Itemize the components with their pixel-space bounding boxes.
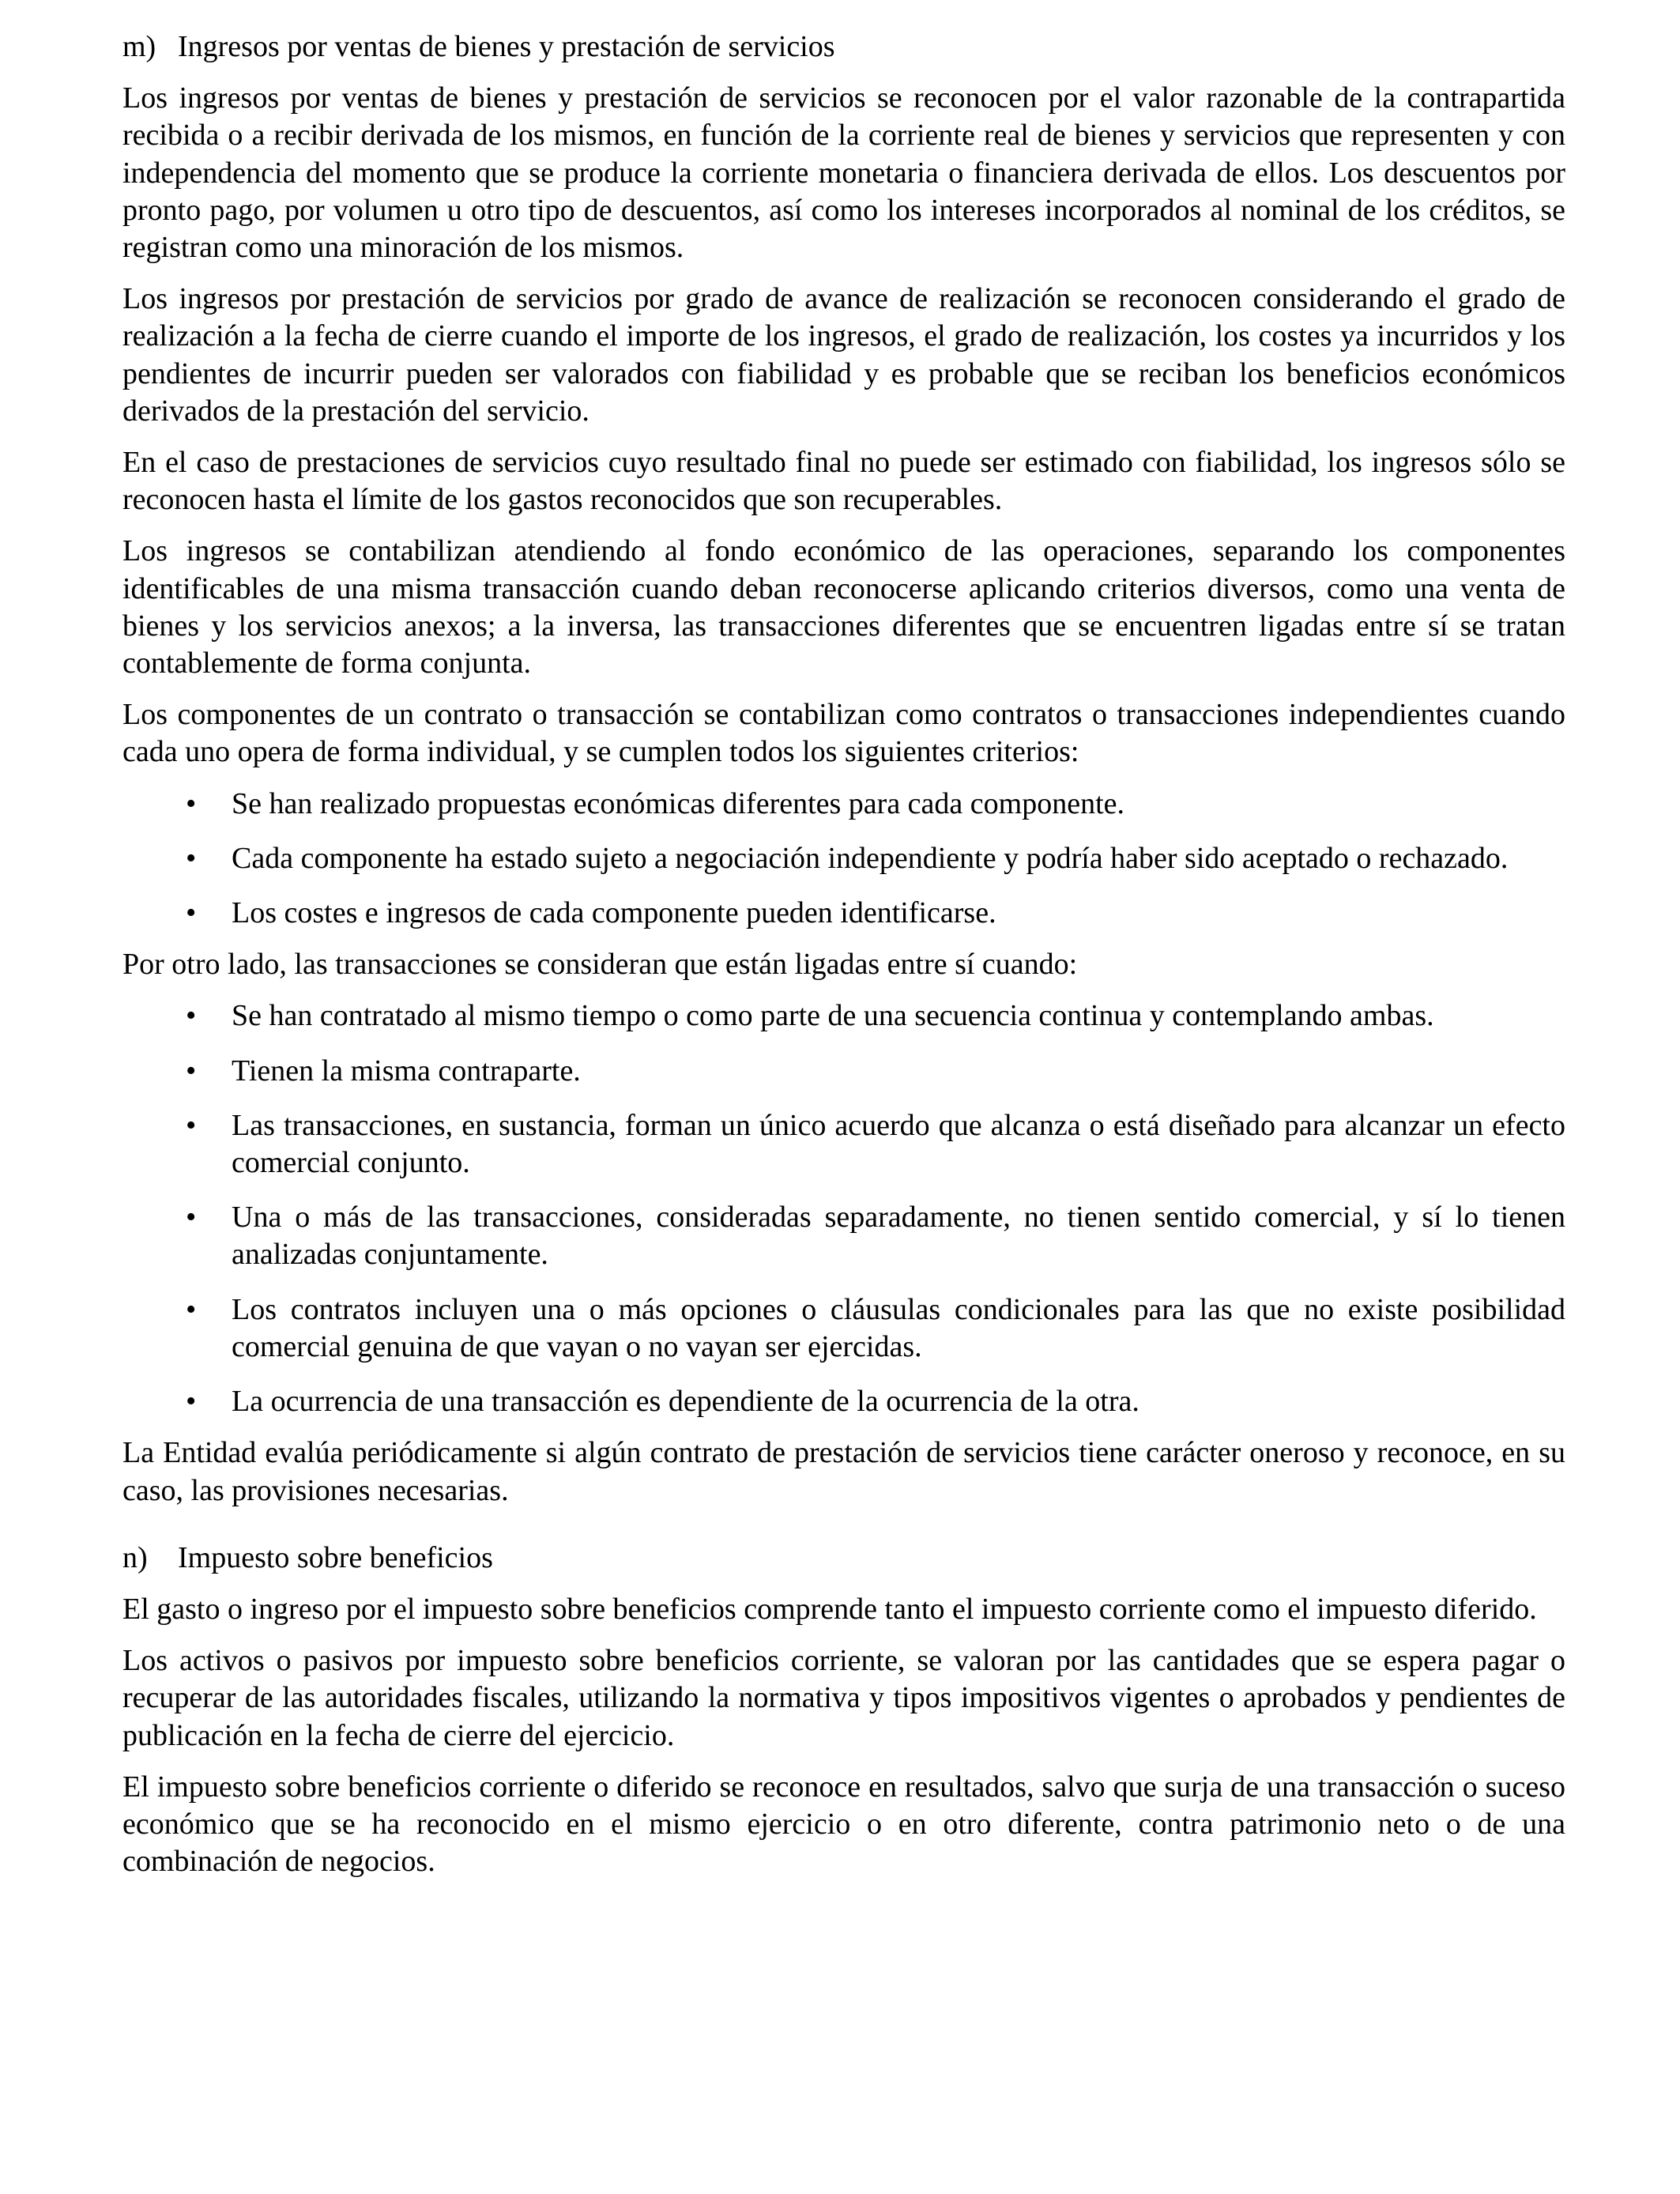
section-n-letter: n) xyxy=(122,1540,148,1574)
section-spacer xyxy=(122,1524,1565,1540)
list-item xyxy=(122,840,1565,877)
list-item xyxy=(122,1199,1565,1273)
section-n-paragraph-3: El impuesto sobre beneficios corriente o diferido se reconoce en resultados, salvo que surja de una transacción o suceso económico que se ha reconocido en el mismo ejercicio o en otro diferente, contra patrimonio neto o de una combinación de negocios. xyxy=(122,1770,1565,1879)
list-item xyxy=(122,1291,1565,1366)
bullet-icon: • xyxy=(186,1385,197,1419)
bullet-icon: • xyxy=(186,786,197,820)
section-m-paragraph-4: Los ingresos se contabilizan atendiendo al fondo económico de las operaciones, separando los componentes identificables de una misma transacción cuando deban reconocerse aplicando criterios diversos, como una venta de bienes y los servicios anexos; a la inversa, las transacciones diferentes que se encuentren ligadas entre sí se tratan contablemente de forma conjunta. xyxy=(122,534,1565,680)
list-item-text: Tienen la misma contraparte. xyxy=(232,1054,581,1088)
list-item-text: Las transacciones, en sustancia, forman un único acuerdo que alcanza o está diseñado para alcanzar un efecto comercial conjunto. xyxy=(232,1108,1565,1180)
section-m-heading xyxy=(122,28,1565,66)
section-m-closing-paragraph: La Entidad evalúa periódicamente si algún contrato de prestación de servicios tiene carácter oneroso y reconoce, en su caso, las provisiones necesarias. xyxy=(122,1436,1565,1507)
section-n-title: Impuesto sobre beneficios xyxy=(178,1540,493,1574)
list-item-text: Se han realizado propuestas económicas diferentes para cada componente. xyxy=(232,786,1124,820)
list-item xyxy=(122,1383,1565,1420)
document-page xyxy=(122,28,1565,1894)
bullet-icon: • xyxy=(186,1054,197,1088)
section-n-paragraph-1: El gasto o ingreso por el impuesto sobre beneficios comprende tanto el impuesto corriente como el impuesto diferido. xyxy=(122,1592,1537,1626)
bullet-icon: • xyxy=(186,999,197,1033)
bullet-icon: • xyxy=(186,1108,197,1142)
section-n-heading xyxy=(122,1540,1565,1577)
section-n-paragraph-2: Los activos o pasivos por impuesto sobre beneficios corriente, se valoran por las cantidades que se espera pagar o recuperar de las autoridades fiscales, utilizando la normativa y tipos impositivos vigentes o aprobados y pendientes de publicación en la fecha de cierre del ejercicio. xyxy=(122,1644,1565,1752)
section-m-paragraph-3: En el caso de prestaciones de servicios cuyo resultado final no puede ser estimado con fiabilidad, los ingresos sólo se reconocen hasta el límite de los gastos reconocidos que son recuperables. xyxy=(122,446,1565,517)
list-item xyxy=(122,1107,1565,1182)
list-item-text: La ocurrencia de una transacción es dependiente de la ocurrencia de la otra. xyxy=(232,1385,1139,1419)
bullet-icon: • xyxy=(186,1292,197,1326)
list-item xyxy=(122,997,1565,1035)
linked-bullet-list xyxy=(122,997,1565,1420)
bullet-icon: • xyxy=(186,1201,197,1235)
list-item-text: Cada componente ha estado sujeto a negociación independiente y podría haber sido aceptado o rechazado. xyxy=(232,841,1509,875)
list-item xyxy=(122,1053,1565,1090)
criteria-bullet-list xyxy=(122,786,1565,933)
section-m-letter: m) xyxy=(122,30,156,63)
bullet-icon: • xyxy=(186,841,197,875)
list-item-text: Una o más de las transacciones, consideradas separadamente, no tienen sentido comercial, y sí lo tienen analizadas conjuntamente. xyxy=(232,1201,1565,1272)
section-m-title: Ingresos por ventas de bienes y prestación de servicios xyxy=(178,30,835,63)
bullet-icon: • xyxy=(186,896,197,930)
section-m-paragraph-5: Los componentes de un contrato o transacción se contabilizan como contratos o transacciones independientes cuando cada uno opera de forma individual, y se cumplen todos los siguientes criterios: xyxy=(122,698,1565,769)
list-item-text: Los contratos incluyen una o más opciones o cláusulas condicionales para las que no existe posibilidad comercial genuina de que vayan o no vayan ser ejercidas. xyxy=(232,1292,1565,1363)
list-item-text: Los costes e ingresos de cada componente pueden identificarse. xyxy=(232,896,996,930)
linked-intro-paragraph: Por otro lado, las transacciones se consideran que están ligadas entre sí cuando: xyxy=(122,948,1078,982)
list-item xyxy=(122,786,1565,823)
list-item-text: Se han contratado al mismo tiempo o como parte de una secuencia continua y contemplando ambas. xyxy=(232,999,1434,1033)
section-m-paragraph-1: Los ingresos por ventas de bienes y prestación de servicios se reconocen por el valor razonable de la contrapartida recibida o a recibir derivada de los mismos, en función de la corriente real de bienes y servicios que representen y con independencia del momento que se produce la corriente monetaria o financiera derivada de ellos. Los descuentos por pronto pago, por volumen u otro tipo de descuentos, así como los intereses incorporados al nominal de los créditos, se registran como una minoración de los mismos. xyxy=(122,81,1565,265)
section-m-paragraph-2: Los ingresos por prestación de servicios por grado de avance de realización se reconocen considerando el grado de realización a la fecha de cierre cuando el importe de los ingresos, el grado de realización, los costes ya incurridos y los pendientes de incurrir pueden ser valorados con fiabilidad y es probable que se reciban los beneficios económicos derivados de la prestación del servicio. xyxy=(122,282,1565,428)
list-item xyxy=(122,895,1565,932)
